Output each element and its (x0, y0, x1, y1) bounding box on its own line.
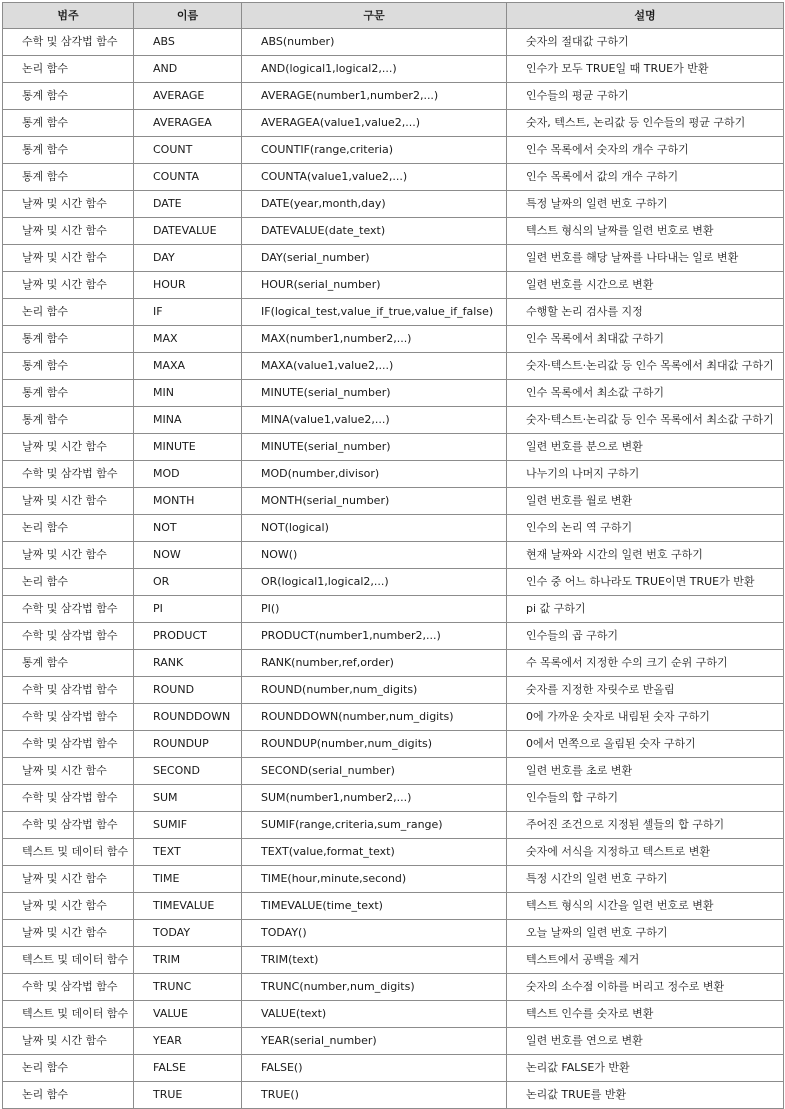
category-cell: 날짜 및 시간 함수 (3, 866, 134, 893)
syntax-cell: NOW() (242, 542, 507, 569)
name-cell: MIN (134, 380, 242, 407)
table-row (3, 353, 784, 380)
description-cell: 현재 날짜와 시간의 일련 번호 구하기 (507, 542, 784, 569)
name-cell: AVERAGE (134, 83, 242, 110)
syntax-cell: TIME(hour,minute,second) (242, 866, 507, 893)
table-row (3, 947, 784, 974)
category-cell: 수학 및 삼각법 함수 (3, 29, 134, 56)
name-cell: MINA (134, 407, 242, 434)
description-cell: 논리값 FALSE가 반환 (507, 1055, 784, 1082)
description-cell: 일련 번호를 초로 변환 (507, 758, 784, 785)
syntax-cell: SUMIF(range,criteria,sum_range) (242, 812, 507, 839)
category-cell: 논리 함수 (3, 515, 134, 542)
table-row (3, 488, 784, 515)
description-cell: 일련 번호를 분으로 변환 (507, 434, 784, 461)
name-cell: ABS (134, 29, 242, 56)
syntax-cell: TODAY() (242, 920, 507, 947)
table-row (3, 137, 784, 164)
table-row (3, 569, 784, 596)
description-cell: 인수 목록에서 숫자의 개수 구하기 (507, 137, 784, 164)
description-cell: 텍스트에서 공백을 제거 (507, 947, 784, 974)
table-row (3, 596, 784, 623)
name-cell: HOUR (134, 272, 242, 299)
syntax-cell: VALUE(text) (242, 1001, 507, 1028)
name-cell: MAXA (134, 353, 242, 380)
description-cell: 숫자를 지정한 자릿수로 반올림 (507, 677, 784, 704)
syntax-cell: COUNTA(value1,value2,...) (242, 164, 507, 191)
category-cell: 논리 함수 (3, 569, 134, 596)
name-cell: MAX (134, 326, 242, 353)
table-row (3, 29, 784, 56)
name-cell: OR (134, 569, 242, 596)
syntax-cell: MINUTE(serial_number) (242, 380, 507, 407)
description-cell: 일련 번호를 해당 날짜를 나타내는 일로 변환 (507, 245, 784, 272)
table-row (3, 1001, 784, 1028)
category-cell: 통계 함수 (3, 83, 134, 110)
name-cell: TEXT (134, 839, 242, 866)
table-row (3, 407, 784, 434)
category-cell: 날짜 및 시간 함수 (3, 272, 134, 299)
description-cell: 인수들의 평균 구하기 (507, 83, 784, 110)
description-cell: 나누기의 나머지 구하기 (507, 461, 784, 488)
table-row (3, 677, 784, 704)
description-cell: 일련 번호를 연으로 변환 (507, 1028, 784, 1055)
table-row (3, 218, 784, 245)
name-cell: ROUND (134, 677, 242, 704)
syntax-cell: TEXT(value,format_text) (242, 839, 507, 866)
table-row (3, 191, 784, 218)
table-row (3, 812, 784, 839)
syntax-cell: TRUE() (242, 1082, 507, 1109)
name-cell: TRUNC (134, 974, 242, 1001)
description-cell: 숫자·텍스트·논리값 등 인수 목록에서 최대값 구하기 (507, 353, 784, 380)
name-cell: TODAY (134, 920, 242, 947)
table-row (3, 974, 784, 1001)
syntax-cell: ROUNDDOWN(number,num_digits) (242, 704, 507, 731)
description-cell: 텍스트 형식의 시간을 일련 번호로 변환 (507, 893, 784, 920)
category-cell: 통계 함수 (3, 380, 134, 407)
category-cell: 날짜 및 시간 함수 (3, 488, 134, 515)
description-cell: 인수 목록에서 최대값 구하기 (507, 326, 784, 353)
table-row (3, 110, 784, 137)
name-cell: SECOND (134, 758, 242, 785)
syntax-cell: MINUTE(serial_number) (242, 434, 507, 461)
name-cell: DAY (134, 245, 242, 272)
table-row (3, 704, 784, 731)
table-row (3, 515, 784, 542)
category-cell: 수학 및 삼각법 함수 (3, 623, 134, 650)
name-cell: TIME (134, 866, 242, 893)
name-cell: PI (134, 596, 242, 623)
description-cell: 숫자·텍스트·논리값 등 인수 목록에서 최소값 구하기 (507, 407, 784, 434)
description-cell: 수 목록에서 지정한 수의 크기 순위 구하기 (507, 650, 784, 677)
syntax-cell: RANK(number,ref,order) (242, 650, 507, 677)
category-cell: 텍스트 및 데이터 함수 (3, 839, 134, 866)
syntax-cell: TRUNC(number,num_digits) (242, 974, 507, 1001)
name-cell: VALUE (134, 1001, 242, 1028)
description-cell: pi 값 구하기 (507, 596, 784, 623)
table-row (3, 434, 784, 461)
table-row (3, 326, 784, 353)
category-cell: 논리 함수 (3, 1055, 134, 1082)
table-row (3, 380, 784, 407)
header-category: 범주 (3, 3, 134, 29)
description-cell: 텍스트 형식의 날짜를 일련 번호로 변환 (507, 218, 784, 245)
table-row (3, 758, 784, 785)
name-cell: TIMEVALUE (134, 893, 242, 920)
name-cell: DATE (134, 191, 242, 218)
category-cell: 통계 함수 (3, 407, 134, 434)
table-body (3, 29, 784, 1109)
name-cell: SUM (134, 785, 242, 812)
category-cell: 수학 및 삼각법 함수 (3, 461, 134, 488)
name-cell: NOT (134, 515, 242, 542)
name-cell: PRODUCT (134, 623, 242, 650)
category-cell: 날짜 및 시간 함수 (3, 245, 134, 272)
table-row (3, 920, 784, 947)
category-cell: 수학 및 삼각법 함수 (3, 596, 134, 623)
category-cell: 논리 함수 (3, 1082, 134, 1109)
name-cell: AVERAGEA (134, 110, 242, 137)
category-cell: 날짜 및 시간 함수 (3, 920, 134, 947)
description-cell: 숫자에 서식을 지정하고 텍스트로 변환 (507, 839, 784, 866)
description-cell: 오늘 날짜의 일련 번호 구하기 (507, 920, 784, 947)
name-cell: COUNTA (134, 164, 242, 191)
category-cell: 텍스트 및 데이터 함수 (3, 1001, 134, 1028)
category-cell: 통계 함수 (3, 650, 134, 677)
table-row (3, 785, 784, 812)
name-cell: ROUNDDOWN (134, 704, 242, 731)
syntax-cell: HOUR(serial_number) (242, 272, 507, 299)
syntax-cell: TIMEVALUE(time_text) (242, 893, 507, 920)
table-row (3, 542, 784, 569)
syntax-cell: SECOND(serial_number) (242, 758, 507, 785)
description-cell: 특정 시간의 일련 번호 구하기 (507, 866, 784, 893)
table-row (3, 893, 784, 920)
description-cell: 인수 중 어느 하나라도 TRUE이면 TRUE가 반환 (507, 569, 784, 596)
description-cell: 일련 번호를 월로 변환 (507, 488, 784, 515)
table-row (3, 1028, 784, 1055)
name-cell: TRUE (134, 1082, 242, 1109)
category-cell: 수학 및 삼각법 함수 (3, 704, 134, 731)
name-cell: MONTH (134, 488, 242, 515)
syntax-cell: ROUND(number,num_digits) (242, 677, 507, 704)
category-cell: 논리 함수 (3, 56, 134, 83)
table-row (3, 272, 784, 299)
table-row (3, 1082, 784, 1109)
category-cell: 날짜 및 시간 함수 (3, 1028, 134, 1055)
description-cell: 인수가 모두 TRUE일 때 TRUE가 반환 (507, 56, 784, 83)
name-cell: SUMIF (134, 812, 242, 839)
table-row (3, 650, 784, 677)
category-cell: 날짜 및 시간 함수 (3, 893, 134, 920)
category-cell: 날짜 및 시간 함수 (3, 218, 134, 245)
table-row (3, 299, 784, 326)
description-cell: 0에 가까운 숫자로 내림된 숫자 구하기 (507, 704, 784, 731)
name-cell: COUNT (134, 137, 242, 164)
syntax-cell: TRIM(text) (242, 947, 507, 974)
category-cell: 통계 함수 (3, 326, 134, 353)
syntax-cell: YEAR(serial_number) (242, 1028, 507, 1055)
description-cell: 인수 목록에서 최소값 구하기 (507, 380, 784, 407)
table-row (3, 731, 784, 758)
name-cell: RANK (134, 650, 242, 677)
syntax-cell: SUM(number1,number2,...) (242, 785, 507, 812)
syntax-cell: FALSE() (242, 1055, 507, 1082)
syntax-cell: AND(logical1,logical2,...) (242, 56, 507, 83)
table-header (3, 3, 784, 29)
category-cell: 논리 함수 (3, 299, 134, 326)
category-cell: 날짜 및 시간 함수 (3, 434, 134, 461)
category-cell: 통계 함수 (3, 164, 134, 191)
name-cell: DATEVALUE (134, 218, 242, 245)
name-cell: YEAR (134, 1028, 242, 1055)
category-cell: 통계 함수 (3, 137, 134, 164)
name-cell: MINUTE (134, 434, 242, 461)
category-cell: 수학 및 삼각법 함수 (3, 731, 134, 758)
category-cell: 텍스트 및 데이터 함수 (3, 947, 134, 974)
header-row (3, 3, 784, 29)
syntax-cell: MOD(number,divisor) (242, 461, 507, 488)
description-cell: 인수들의 곱 구하기 (507, 623, 784, 650)
table-row (3, 245, 784, 272)
header-name: 이름 (134, 3, 242, 29)
syntax-cell: ABS(number) (242, 29, 507, 56)
syntax-cell: MONTH(serial_number) (242, 488, 507, 515)
syntax-cell: PRODUCT(number1,number2,...) (242, 623, 507, 650)
category-cell: 수학 및 삼각법 함수 (3, 785, 134, 812)
category-cell: 수학 및 삼각법 함수 (3, 974, 134, 1001)
table-row (3, 83, 784, 110)
category-cell: 통계 함수 (3, 353, 134, 380)
description-cell: 숫자의 소수점 이하를 버리고 정수로 변환 (507, 974, 784, 1001)
category-cell: 통계 함수 (3, 110, 134, 137)
name-cell: FALSE (134, 1055, 242, 1082)
description-cell: 인수 목록에서 값의 개수 구하기 (507, 164, 784, 191)
syntax-cell: MAX(number1,number2,...) (242, 326, 507, 353)
description-cell: 인수들의 합 구하기 (507, 785, 784, 812)
header-description: 설명 (507, 3, 784, 29)
syntax-cell: AVERAGEA(value1,value2,...) (242, 110, 507, 137)
syntax-cell: AVERAGE(number1,number2,...) (242, 83, 507, 110)
function-reference-table (2, 2, 784, 1109)
header-syntax: 구문 (242, 3, 507, 29)
table-row (3, 461, 784, 488)
syntax-cell: IF(logical_test,value_if_true,value_if_false) (242, 299, 507, 326)
description-cell: 숫자의 절대값 구하기 (507, 29, 784, 56)
category-cell: 수학 및 삼각법 함수 (3, 812, 134, 839)
description-cell: 논리값 TRUE를 반환 (507, 1082, 784, 1109)
syntax-cell: OR(logical1,logical2,...) (242, 569, 507, 596)
description-cell: 주어진 조건으로 지정된 셀들의 합 구하기 (507, 812, 784, 839)
syntax-cell: COUNTIF(range,criteria) (242, 137, 507, 164)
description-cell: 수행할 논리 검사를 지정 (507, 299, 784, 326)
table-row (3, 164, 784, 191)
category-cell: 날짜 및 시간 함수 (3, 758, 134, 785)
table-row (3, 623, 784, 650)
name-cell: NOW (134, 542, 242, 569)
category-cell: 날짜 및 시간 함수 (3, 542, 134, 569)
table-row (3, 1055, 784, 1082)
description-cell: 숫자, 텍스트, 논리값 등 인수들의 평균 구하기 (507, 110, 784, 137)
category-cell: 날짜 및 시간 함수 (3, 191, 134, 218)
syntax-cell: DATEVALUE(date_text) (242, 218, 507, 245)
description-cell: 0에서 먼쪽으로 올림된 숫자 구하기 (507, 731, 784, 758)
syntax-cell: DATE(year,month,day) (242, 191, 507, 218)
syntax-cell: PI() (242, 596, 507, 623)
syntax-cell: MAXA(value1,value2,...) (242, 353, 507, 380)
description-cell: 일련 번호를 시간으로 변환 (507, 272, 784, 299)
table-row (3, 839, 784, 866)
syntax-cell: MINA(value1,value2,...) (242, 407, 507, 434)
table-row (3, 56, 784, 83)
syntax-cell: NOT(logical) (242, 515, 507, 542)
table-row (3, 866, 784, 893)
description-cell: 텍스트 인수를 숫자로 변환 (507, 1001, 784, 1028)
syntax-cell: ROUNDUP(number,num_digits) (242, 731, 507, 758)
description-cell: 특정 날짜의 일련 번호 구하기 (507, 191, 784, 218)
description-cell: 인수의 논리 역 구하기 (507, 515, 784, 542)
name-cell: TRIM (134, 947, 242, 974)
category-cell: 수학 및 삼각법 함수 (3, 677, 134, 704)
name-cell: MOD (134, 461, 242, 488)
name-cell: AND (134, 56, 242, 83)
name-cell: ROUNDUP (134, 731, 242, 758)
syntax-cell: DAY(serial_number) (242, 245, 507, 272)
name-cell: IF (134, 299, 242, 326)
